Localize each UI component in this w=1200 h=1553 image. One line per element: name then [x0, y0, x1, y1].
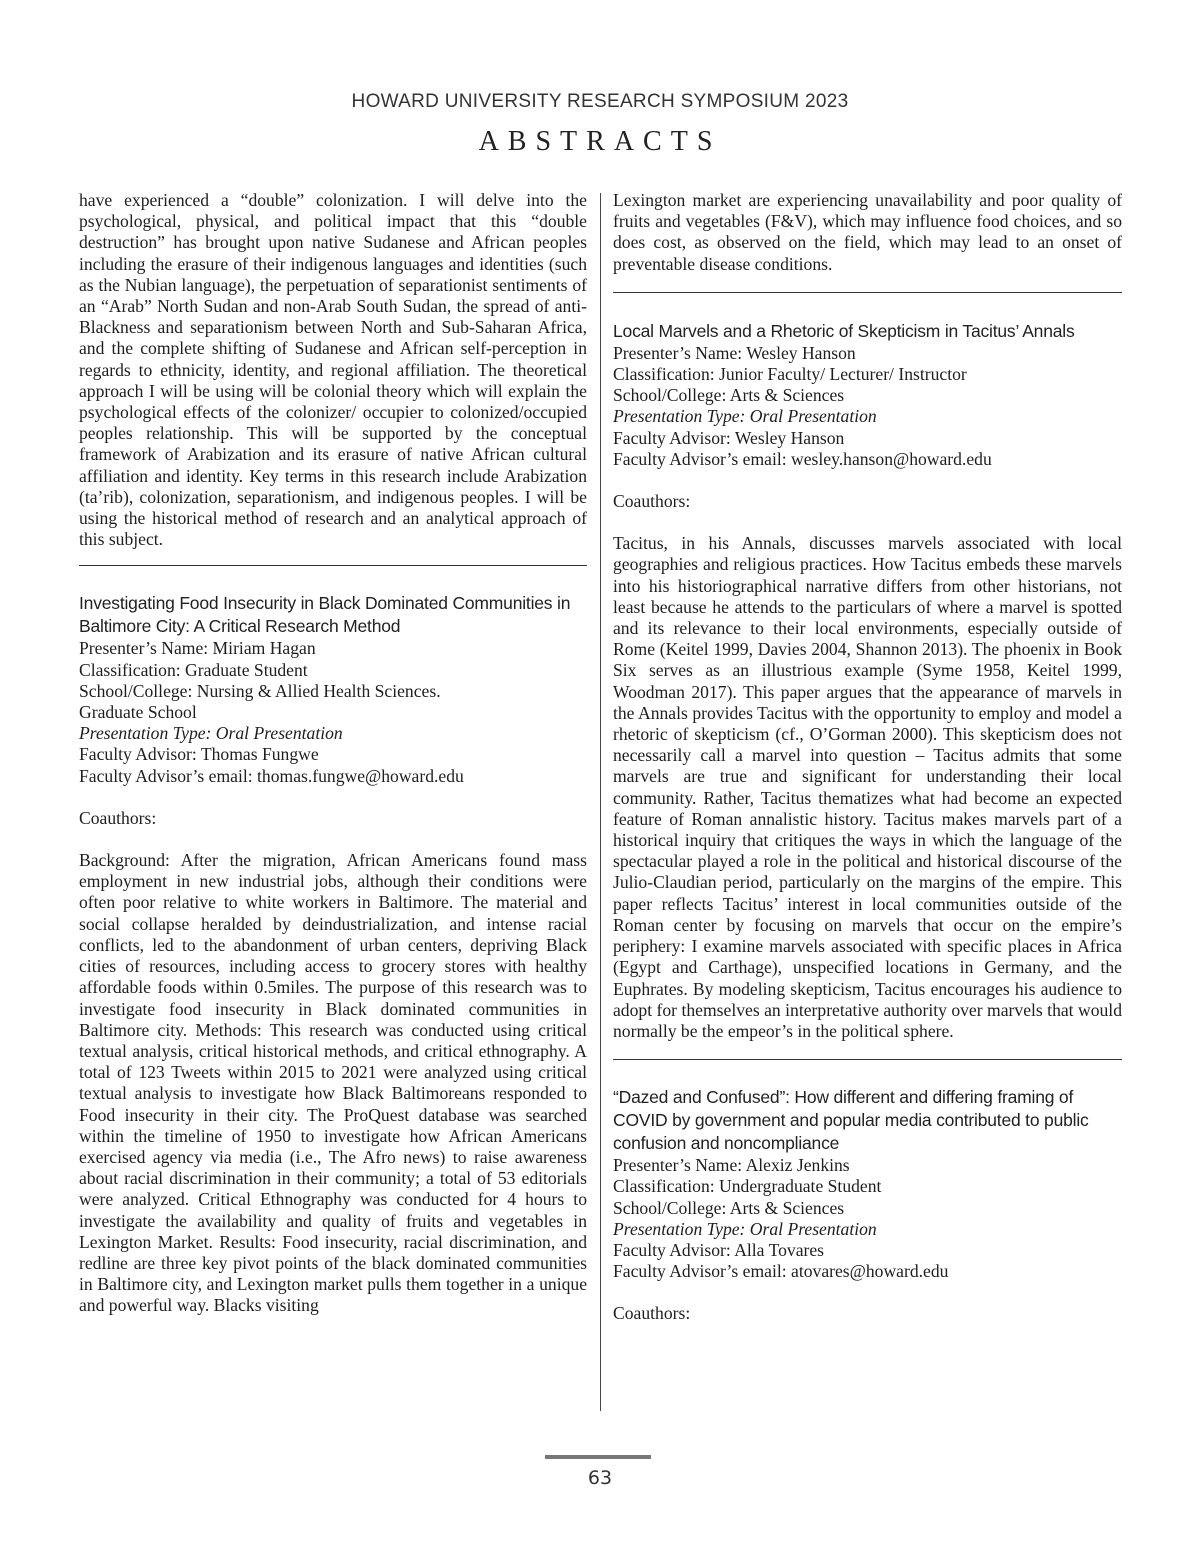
- continued-abstract-text: have experienced a “double” colonization. I will delve into the psychological, physical, and political impact that this “double destruction” has brought upon native Sudanese and African peoples including the erasure of their indigenous languages and identities (such as the Nubian language), the perpetuation of separationist sentiments of an “Arab” North Sudan and non-Arab South Sudan, the spread of anti-Blackness and separationism between North and Sub-Saharan Africa, and the complete shifting of Sudanese and African self-perception in regards to ethnicity, identity, and regional affiliation. The theoretical approach I will be using will be colonial theory which will explain the psychological effects of the colonizer/ occupier to colonized/occupied peoples relationship. This will be supported by the conceptual framework of Arabization and its erasure of native African cultural affiliation and identity. Key terms in this research include Arabization (ta’rib), colonization, separationism, and indigenous peoples. I will be using the historical method of research and an analytical approach of this subject.: [79, 190, 587, 550]
- school-college: School/College: Nursing & Allied Health Sciences.: [79, 680, 441, 701]
- page-number: 63: [587, 1467, 613, 1489]
- faculty-advisor-email: Faculty Advisor’s email: atovares@howard.edu: [613, 1261, 949, 1282]
- classification: Classification: Undergraduate Student: [613, 1176, 882, 1197]
- school-college: School/College: Arts & Sciences: [613, 385, 845, 406]
- abstract-divider: [613, 1059, 1122, 1060]
- faculty-advisor: Faculty Advisor: Wesley Hanson: [613, 427, 845, 448]
- presenter-name: Presenter’s Name: Miriam Hagan: [79, 638, 316, 659]
- abstract-title: “Dazed and Confused”: How different and differing framing of COVID by government and popular media contributed to public confusion and noncompliance: [613, 1087, 1089, 1154]
- coauthors: Coauthors:: [79, 807, 157, 828]
- left-column: [79, 190, 587, 1317]
- abstract-divider: [613, 292, 1122, 293]
- abstract-food-insecurity: [79, 592, 587, 1316]
- coauthors: Coauthors:: [613, 1303, 691, 1324]
- faculty-advisor: Faculty Advisor: Thomas Fungwe: [79, 744, 319, 765]
- presentation-type: Presentation Type: Oral Presentation: [613, 406, 877, 427]
- classification: Classification: Graduate Student: [79, 659, 308, 680]
- abstract-body: Tacitus, in his Annals, discusses marvels associated with local geographies and religious practices. How Tacitus embeds these marvels into his historiographical narrative differs from other historians, not least because he attends to the particulars of where a marvel is spotted and its relevance to their local environments, especially outside of Rome (Keitel 1999, Davies 2004, Shannon 2013). The phoenix in Book Six serves as an illustrious example (Syme 1958, Keitel 1999, Woodman 2017). This paper argues that the appearance of marvels in the Annals provides Tacitus with the opportunity to employ and model a rhetoric of skepticism (cf., O’Gorman 2000). This skepticism does not necessarily call a marvel into question – Tacitus admits that some marvels are true and significant for understanding their local community. Rather, Tacitus thematizes what had become an expected feature of Roman annalistic history. Tacitus makes marvels part of a historical inquiry that critiques the ways in which the language of the spectacular played a role in the political and historical discourse of the Julio-Claudian period, particularly on the margins of the empire. This paper reflects Tacitus’ interest in local communities outside of the Roman center by focusing on marvels that occur on the empire’s periphery: I examine marvels associated with specific places in Africa (Egypt and Carthage), unspecified locations in Germany, and the Euphrates. By modeling skepticism, Tacitus encourages his audience to adopt for themselves an interpretative authority over marvels that would normally be the empeor’s in the political sphere.: [613, 533, 1122, 1041]
- presentation-type: Presentation Type: Oral Presentation: [79, 723, 343, 744]
- section-title: ABSTRACTS: [478, 126, 722, 157]
- classification: Classification: Junior Faculty/ Lecturer/ Instructor: [613, 364, 967, 385]
- abstract-title: Investigating Food Insecurity in Black Dominated Communities in Baltimore City: A Critical Research Method: [79, 593, 571, 637]
- abstract-tacitus: [613, 320, 1122, 1042]
- symposium-title: HOWARD UNIVERSITY RESEARCH SYMPOSIUM 2023: [351, 91, 849, 112]
- coauthors: Coauthors:: [613, 491, 691, 512]
- faculty-advisor: Faculty Advisor: Alla Tovares: [613, 1239, 825, 1260]
- column-divider: [600, 193, 601, 1411]
- continued-abstract-text: Lexington market are experiencing unavailability and poor quality of fruits and vegetables (F&V), which may influence food choices, and so does cost, as observed on the field, which may lead to an onset of preventable disease conditions.: [613, 190, 1122, 274]
- abstract-covid-framing: [613, 1086, 1122, 1324]
- right-column: [613, 190, 1122, 1325]
- presentation-type: Presentation Type: Oral Presentation: [613, 1218, 877, 1239]
- abstract-title: Local Marvels and a Rhetoric of Skepticism in Tacitus’ Annals: [613, 320, 1075, 341]
- footer-bar: [545, 1455, 651, 1459]
- school-college: School/College: Arts & Sciences: [613, 1197, 845, 1218]
- school-college-cont: Graduate School: [79, 702, 197, 723]
- faculty-advisor-email: Faculty Advisor’s email: thomas.fungwe@howard.edu: [79, 765, 464, 786]
- abstract-divider: [79, 565, 587, 566]
- presenter-name: Presenter’s Name: Alexiz Jenkins: [613, 1155, 850, 1176]
- presenter-name: Presenter’s Name: Wesley Hanson: [613, 342, 856, 363]
- faculty-advisor-email: Faculty Advisor’s email: wesley.hanson@howard.edu: [613, 448, 992, 469]
- abstract-body: Background: After the migration, African Americans found mass employment in new industrial jobs, although their conditions were often poor relative to white workers in Baltimore. The material and social collapse heralded by deindustrialization, and intense racial conflicts, led to the abandonment of urban centers, depriving Black cities of resources, including access to grocery stores with healthy affordable foods within 0.5miles. The purpose of this research was to investigate food insecurity in Black dominated communities in Baltimore city. Methods: This research was conducted using critical textual analysis, critical historical methods, and critical ethnography. A total of 123 Tweets within 2015 to 2021 were analyzed using critical textual analysis to investigate how Black Baltimoreans responded to Food insecurity in their city. The ProQuest database was searched within the timeline of 1950 to investigate how African Americans exercised agency via media (i.e., The Afro news) to raise awareness about racial discrimination in their community; a total of 53 editorials were analyzed. Critical Ethnography was conducted for 4 hours to investigate the availability and quality of fruits and vegetables in Lexington Market. Results: Food insecurity, racial discrimination, and redline are three key pivot points of the black dominated communities in Baltimore city, and Lexington market pulls them together in a unique and powerful way. Blacks visiting: [79, 850, 587, 1316]
